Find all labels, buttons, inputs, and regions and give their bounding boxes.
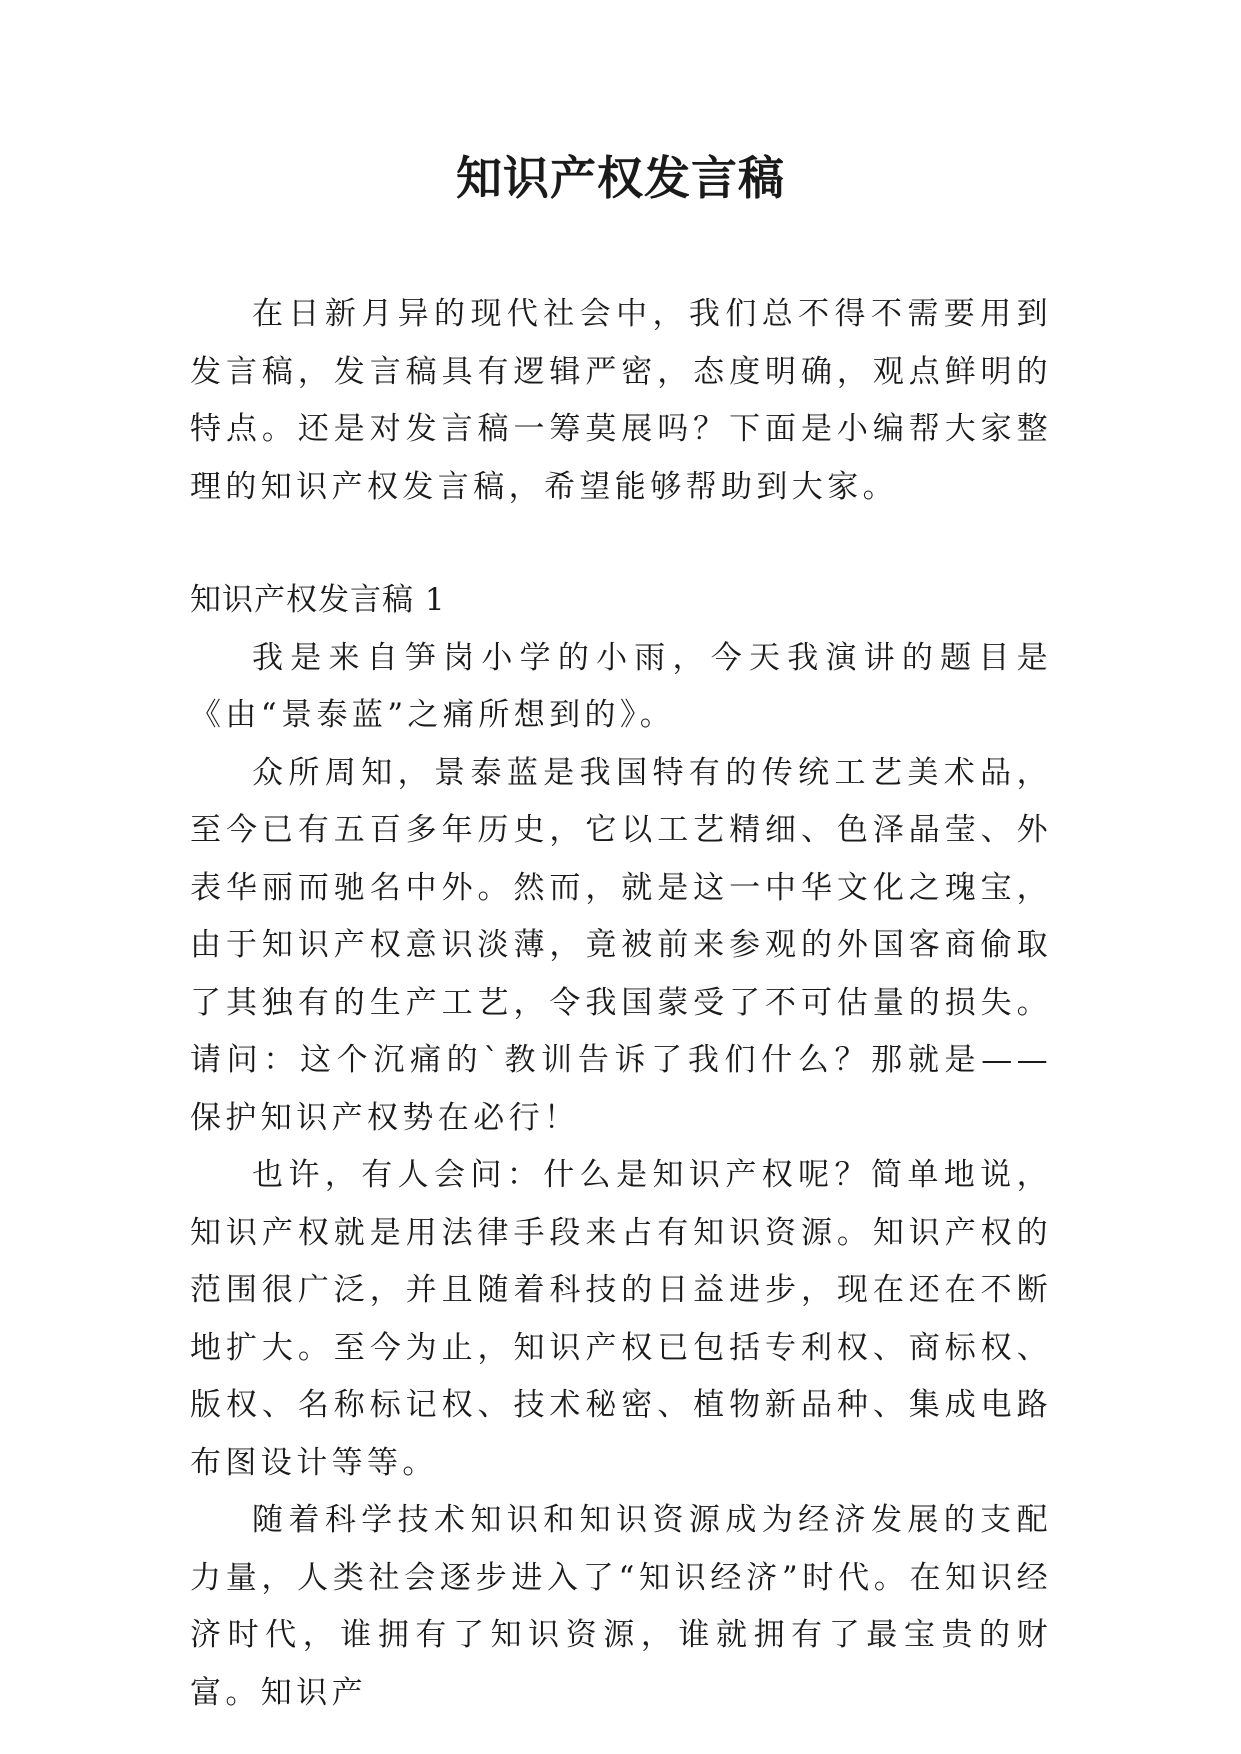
- intro-paragraph: 在日新月异的现代社会中，我们总不得不需要用到发言稿，发言稿具有逻辑严密，态度明确，观点鲜明的特点。还是对发言稿一筹莫展吗？下面是小编帮大家整理的知识产权发言稿，希望能够帮助到大家。: [190, 296, 1052, 505]
- body-paragraph-3: 也许，有人会问：什么是知识产权呢？简单地说，知识产权就是用法律手段来占有知识资源。知识产权的范围很广泛，并且随着科技的日益进步，现在还在不断地扩大。至今为止，知识产权已包括专利权、商标权、版权、名称标记权、技术秘密、植物新品种、集成电路布图设计等等。: [190, 1157, 1052, 1481]
- document-title: 知识产权发言稿: [456, 151, 785, 205]
- body-paragraph-1: 我是来自笋岗小学的小雨，今天我演讲的题目是《由“景泰蓝”之痛所想到的》。: [190, 639, 1052, 733]
- body-paragraph-4: 随着科学技术知识和知识资源成为经济发展的支配力量，人类社会逐步进入了“知识经济”时代。在知识经济时代，谁拥有了知识资源，谁就拥有了最宝贵的财富。知识产: [190, 1502, 1052, 1711]
- section-heading: 知识产权发言稿 1: [190, 582, 446, 618]
- body-paragraph-2: 众所周知，景泰蓝是我国特有的传统工艺美术品，至今已有五百多年历史，它以工艺精细、色泽晶莹、外表华丽而驰名中外。然而，就是这一中华文化之瑰宝，由于知识产权意识淡薄，竟被前来参观的外国客商偷取了其独有的生产工艺，令我国蒙受了不可估量的损失。请问：这个沉痛的`教训告诉了我们什么？那就是——保护知识产权势在必行！: [190, 754, 1052, 1136]
- document-body: [190, 286, 1052, 1722]
